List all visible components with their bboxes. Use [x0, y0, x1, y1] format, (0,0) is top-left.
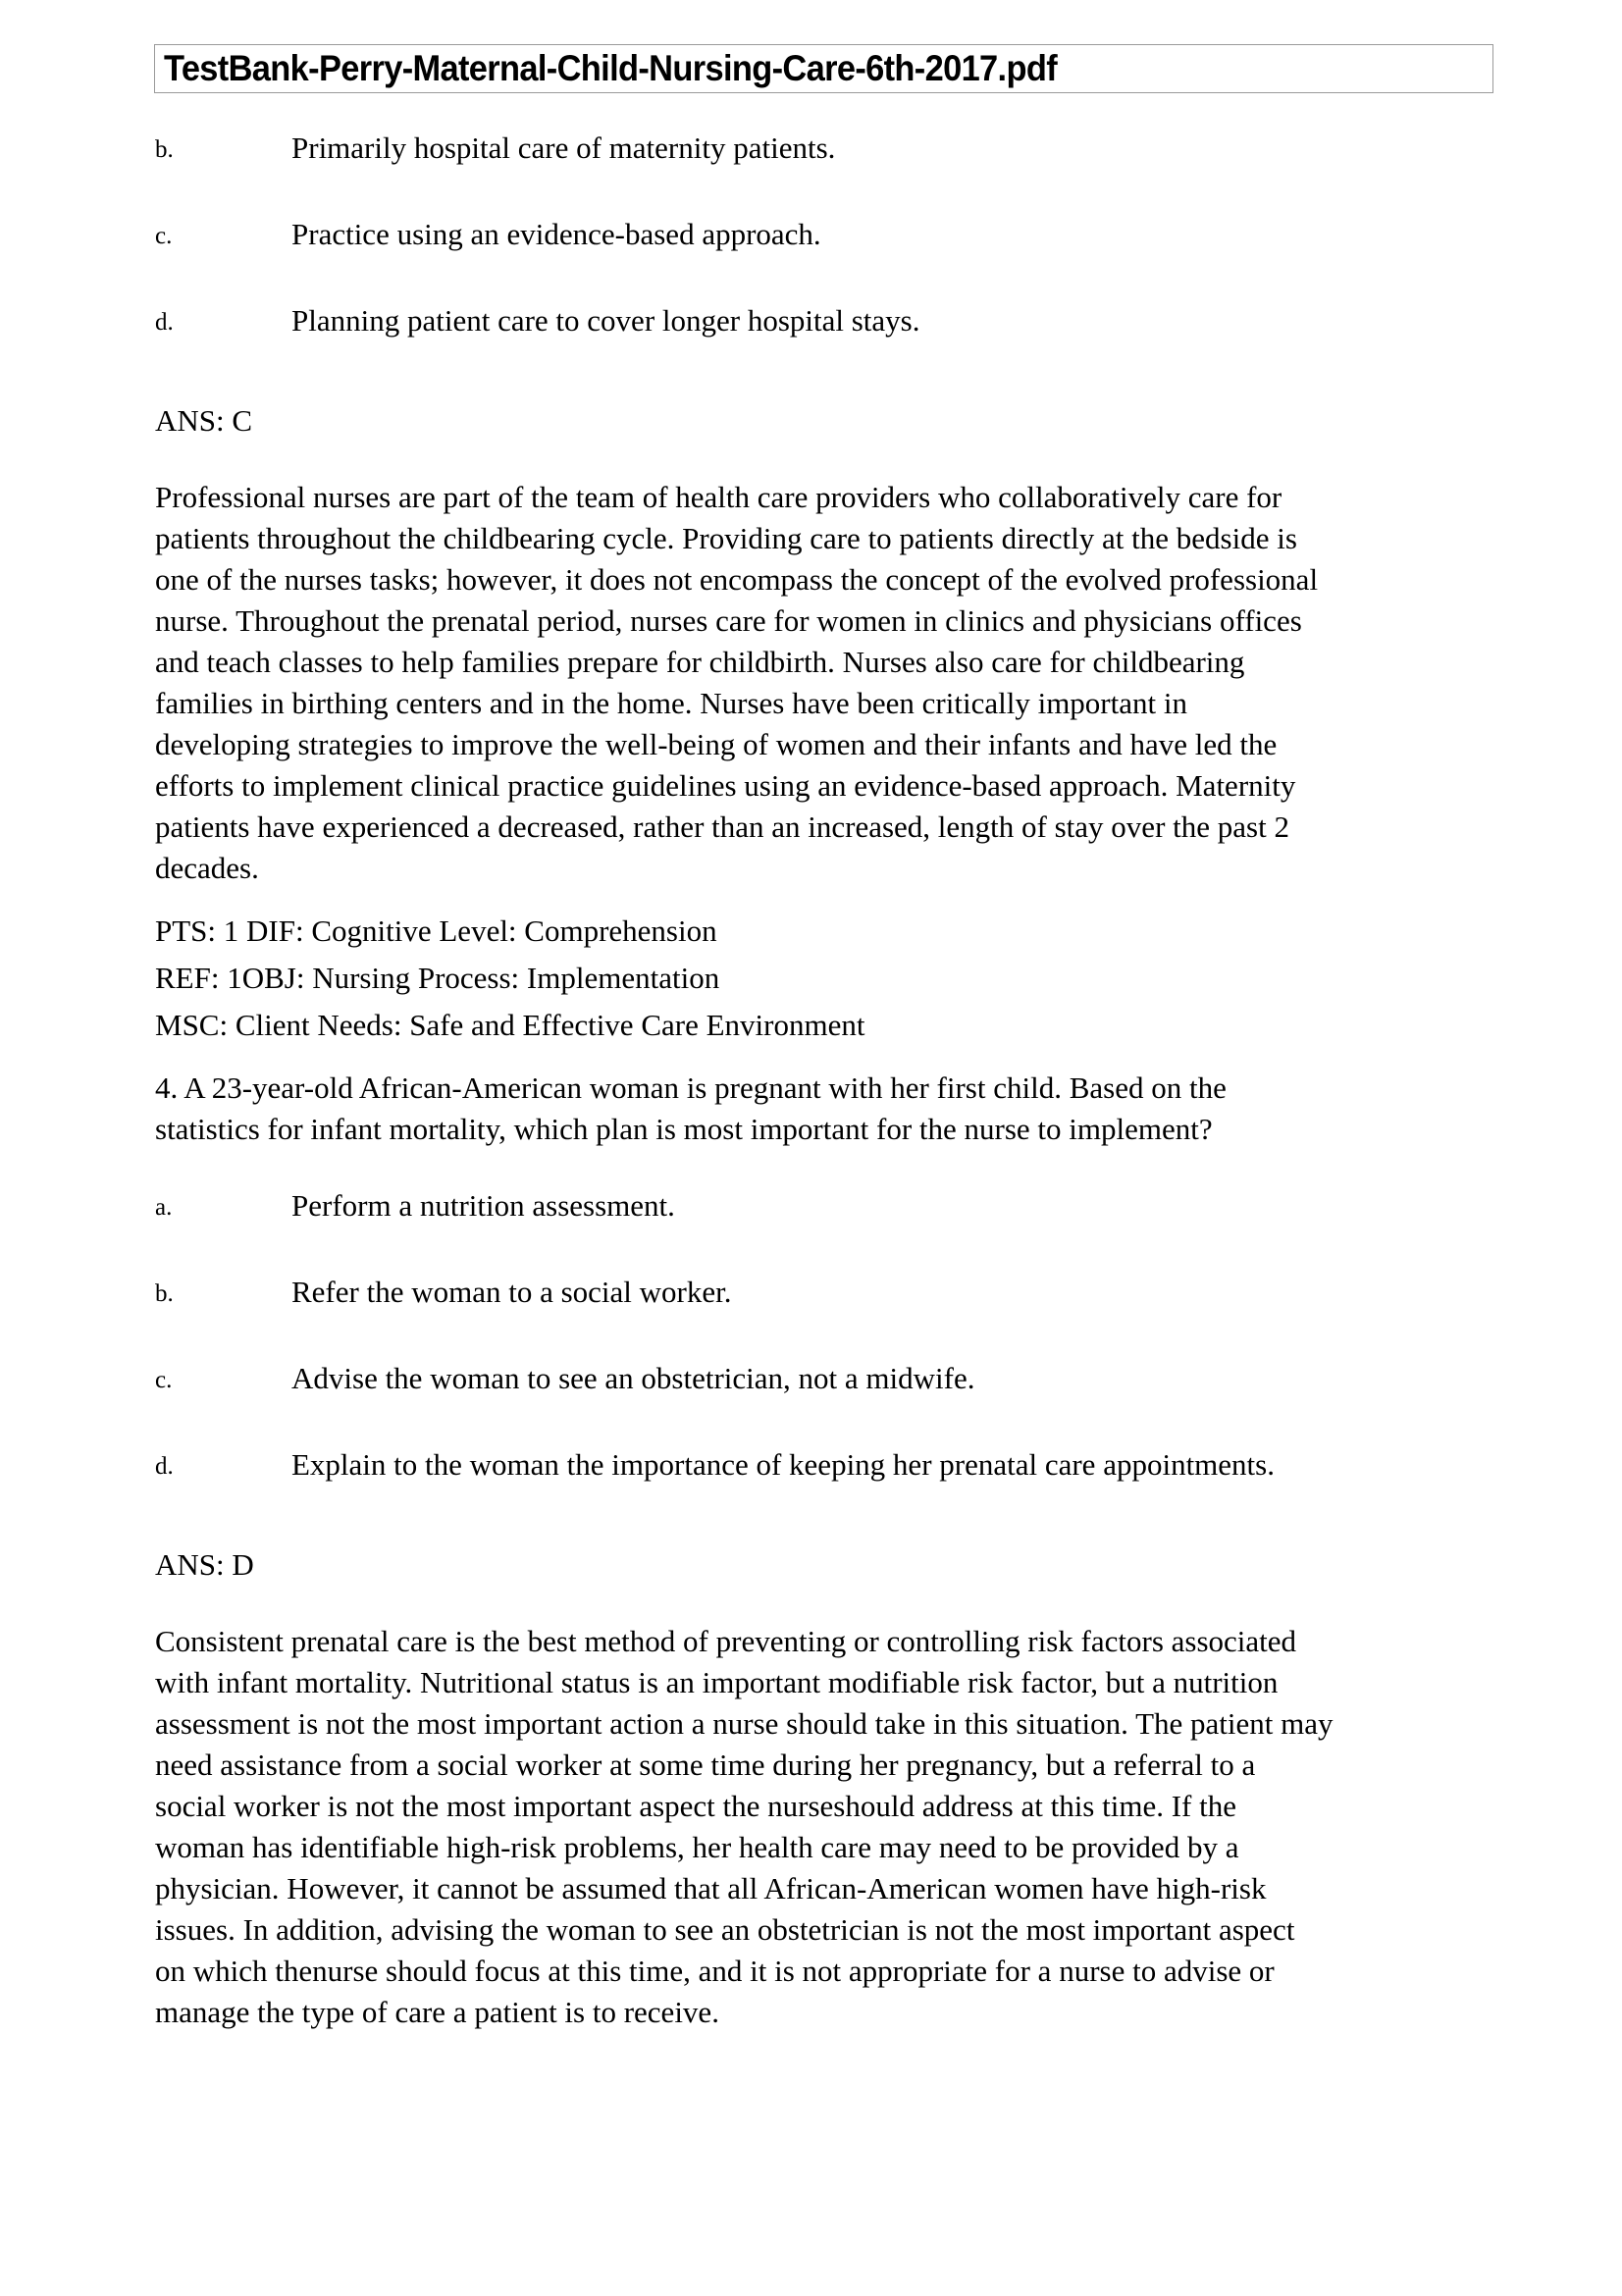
- rationale-paragraph-q3: [155, 477, 1440, 889]
- paragraph-line: patients have experienced a decreased, rather than an increased, length of stay over the past 2: [155, 809, 1289, 845]
- paragraph-line: and teach classes to help families prepare for childbirth. Nurses also care for childbearing: [155, 645, 1245, 680]
- spacer: [155, 1309, 1440, 1362]
- spacer: [155, 948, 1440, 962]
- paragraph-line: patients throughout the childbearing cycle. Providing care to patients directly at the bedside is: [155, 521, 1297, 556]
- answer-option-d-q4: [155, 1448, 1440, 1482]
- paragraph-line: efforts to implement clinical practice guidelines using an evidence-based approach. Maternity: [155, 768, 1296, 804]
- option-text: Advise the woman to see an obstetrician, not a midwife.: [291, 1361, 975, 1396]
- spacer: [155, 338, 1440, 404]
- option-text: Refer the woman to a social worker.: [291, 1275, 732, 1310]
- option-letter: d.: [155, 309, 174, 336]
- option-letter: b.: [155, 136, 174, 163]
- paragraph-line: Professional nurses are part of the team of health care providers who collaboratively care for: [155, 480, 1282, 515]
- answer-option-a-q4: [155, 1189, 1440, 1223]
- paragraph-line: on which thenurse should focus at this time, and it is not appropriate for a nurse to advise or: [155, 1954, 1275, 1989]
- paragraph-line: developing strategies to improve the well-being of women and their infants and have led the: [155, 727, 1278, 762]
- document-header-box: [154, 44, 1493, 93]
- spacer: [155, 438, 1440, 477]
- answer-option-d-q3: [155, 304, 1440, 338]
- option-letter: b.: [155, 1280, 174, 1308]
- paragraph-line: statistics for infant mortality, which plan is most important for the nurse to implement?: [155, 1112, 1213, 1147]
- paragraph-line: woman has identifiable high-risk problems, her health care may need to be provided by a: [155, 1830, 1239, 1865]
- paragraph-line: one of the nurses tasks; however, it does not encompass the concept of the evolved professional: [155, 562, 1319, 598]
- question-stem-q4: [155, 1068, 1440, 1150]
- paragraph-line: families in birthing centers and in the home. Nurses have been critically important in: [155, 686, 1187, 721]
- spacer: [155, 1582, 1440, 1621]
- paragraph-line: physician. However, it cannot be assumed that all African-American women have high-risk: [155, 1871, 1267, 1906]
- option-text: Practice using an evidence-based approach.: [291, 217, 821, 251]
- option-letter: c.: [155, 1367, 173, 1394]
- document-body: [155, 118, 1440, 2033]
- option-letter: c.: [155, 223, 173, 249]
- option-text: Perform a nutrition assessment.: [291, 1188, 675, 1224]
- option-text: Primarily hospital care of maternity patients.: [291, 130, 836, 165]
- spacer: [155, 889, 1440, 914]
- paragraph-line: need assistance from a social worker at some time during her pregnancy, but a referral to a: [155, 1748, 1256, 1783]
- document-title: TestBank-Perry-Maternal-Child-Nursing-Care-6th-2017.pdf: [164, 48, 1058, 88]
- answer-option-b-q3: [155, 131, 1440, 165]
- paragraph-line: nurse. Throughout the prenatal period, nurses care for women in clinics and physicians offices: [155, 603, 1302, 639]
- spacer: [155, 118, 1440, 131]
- option-letter: d.: [155, 1453, 174, 1481]
- paragraph-line: Consistent prenatal care is the best method of preventing or controlling risk factors associated: [155, 1624, 1297, 1659]
- spacer: [155, 1395, 1440, 1448]
- spacer: [155, 251, 1440, 304]
- paragraph-line: decades.: [155, 851, 259, 886]
- option-text: Planning patient care to cover longer hospital stays.: [291, 303, 920, 338]
- spacer: [155, 1223, 1440, 1276]
- option-letter: a.: [155, 1194, 173, 1222]
- option-text: Explain to the woman the importance of keeping her prenatal care appointments.: [291, 1447, 1275, 1483]
- rationale-paragraph-q4: [155, 1621, 1440, 2033]
- spacer: [155, 165, 1440, 218]
- paragraph-line: social worker is not the most important aspect the nurseshould address at this time. If the: [155, 1789, 1236, 1824]
- answer-option-c-q3: [155, 218, 1440, 251]
- spacer: [155, 1042, 1440, 1068]
- metadata-pts: PTS: 1 DIF: Cognitive Level: Comprehension: [155, 913, 717, 949]
- metadata-msc: MSC: Client Needs: Safe and Effective Care Environment: [155, 1008, 865, 1043]
- spacer: [155, 1150, 1440, 1189]
- paragraph-line: manage the type of care a patient is to receive.: [155, 1995, 719, 2030]
- spacer: [155, 995, 1440, 1009]
- answer-key-q3: ANS: C: [155, 403, 253, 438]
- paragraph-line: 4. A 23-year-old African-American woman is pregnant with her first child. Based on the: [155, 1070, 1227, 1106]
- paragraph-line: with infant mortality. Nutritional status is an important modifiable risk factor, but a nutrition: [155, 1665, 1279, 1700]
- metadata-ref: REF: 1OBJ: Nursing Process: Implementation: [155, 961, 720, 996]
- answer-key-q4: ANS: D: [155, 1547, 254, 1583]
- spacer: [155, 1482, 1440, 1548]
- paragraph-line: assessment is not the most important action a nurse should take in this situation. The patient may: [155, 1706, 1334, 1742]
- answer-option-c-q4: [155, 1362, 1440, 1395]
- answer-option-b-q4: [155, 1276, 1440, 1309]
- paragraph-line: issues. In addition, advising the woman to see an obstetrician is not the most important aspect: [155, 1912, 1295, 1948]
